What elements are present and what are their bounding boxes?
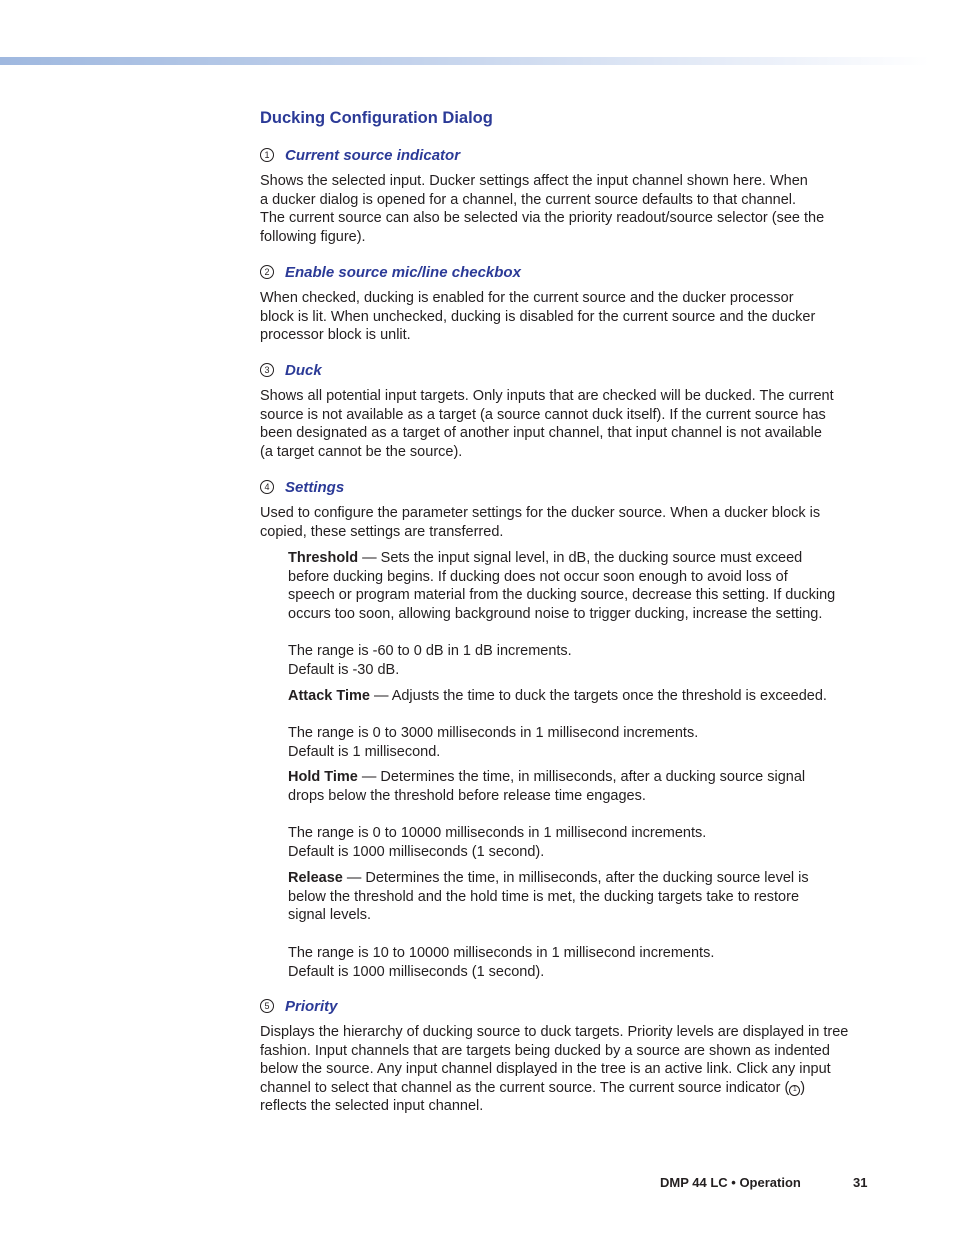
paragraph-hold-range: The range is 0 to 10000 milliseconds in 1 millisecond increments. Default is 1000 milliseconds (1 second). <box>288 825 707 860</box>
term-release: Release <box>288 870 343 886</box>
header-gradient-bar <box>0 57 930 65</box>
number-3-icon: 3 <box>260 363 274 377</box>
page-number: 31 <box>853 1175 868 1190</box>
footer-label: DMP 44 LC • Operation <box>660 1175 801 1190</box>
heading-priority <box>260 996 338 1016</box>
paragraph-threshold-range: The range is -60 to 0 dB in 1 dB increments. Default is -30 dB. <box>288 643 572 678</box>
heading-current-source-indicator <box>260 145 460 165</box>
paragraph-attack-range: The range is 0 to 3000 milliseconds in 1 millisecond increments. Default is 1 millisecond. <box>288 725 699 760</box>
heading-enable-source-checkbox <box>260 262 521 282</box>
heading-settings <box>260 477 344 497</box>
paragraph-threshold: Threshold — Sets the input signal level, in dB, the ducking source must exceed before ducking begins. If ducking does not occur soon enough to avoid loss of speech or program material from the ducking source, decrease this setting. If ducking occurs too soon, allowing background noise to trigger ducking, increase the setting. <box>288 550 836 622</box>
heading-text: Current source indicator <box>285 146 461 164</box>
paragraph-duck: Shows all potential input targets. Only inputs that are checked will be ducked. The current source is not available as a target (a source cannot duck itself). If the current source has been designated as a target of another input channel, that input channel is not available (a target cannot be the source). <box>260 388 834 460</box>
heading-text: Enable source mic/line checkbox <box>285 263 521 281</box>
term-hold-time: Hold Time <box>288 769 358 785</box>
number-2-icon: 2 <box>260 265 274 279</box>
number-1-icon: 1 <box>260 148 274 162</box>
paragraph-settings: Used to configure the parameter settings for the ducker source. When a ducker block is copied, these settings are transferred. <box>260 505 821 540</box>
number-5-icon: 5 <box>260 999 274 1013</box>
paragraph-current-source: Shows the selected input. Ducker settings affect the input channel shown here. When a ducker dialog is opened for a channel, the current source defaults to that channel. The current source can also be selected via the priority readout/source selector (see the following figure). <box>260 173 825 245</box>
paragraph-attack-time: Attack Time — Adjusts the time to duck the targets once the threshold is exceeded. <box>288 688 827 704</box>
section-title: Ducking Configuration Dialog <box>260 109 493 127</box>
paragraph-release: Release — Determines the time, in milliseconds, after the ducking source level is below the threshold and the hold time is met, the ducking targets take to restore signal levels. <box>288 870 809 924</box>
number-1-ref-icon: 1 <box>789 1085 800 1096</box>
heading-duck <box>260 360 322 380</box>
paragraph-hold-time: Hold Time — Determines the time, in milliseconds, after a ducking source signal drops below the threshold before release time engages. <box>288 769 806 804</box>
paragraph-priority: Displays the hierarchy of ducking source to duck targets. Priority levels are displayed in tree fashion. Input channels that are targets being ducked by a source are shown as indented below the source. Any input channel displayed in the tree is an active link. Click any input channel to select that channel as the current source. The current source indicator ( 1 ) reflects the selected input channel. <box>260 1024 849 1115</box>
heading-text: Priority <box>285 997 338 1015</box>
term-attack-time: Attack Time <box>288 688 370 704</box>
heading-text: Settings <box>285 478 345 496</box>
paragraph-release-range: The range is 10 to 10000 milliseconds in 1 millisecond increments. Default is 1000 milliseconds (1 second). <box>288 945 715 980</box>
number-4-icon: 4 <box>260 480 274 494</box>
paragraph-enable-source: When checked, ducking is enabled for the current source and the ducker processor block is lit. When unchecked, ducking is disabled for the current source and the ducker processor block is unlit. <box>260 290 816 344</box>
term-threshold: Threshold <box>288 550 359 566</box>
heading-text: Duck <box>285 361 322 379</box>
